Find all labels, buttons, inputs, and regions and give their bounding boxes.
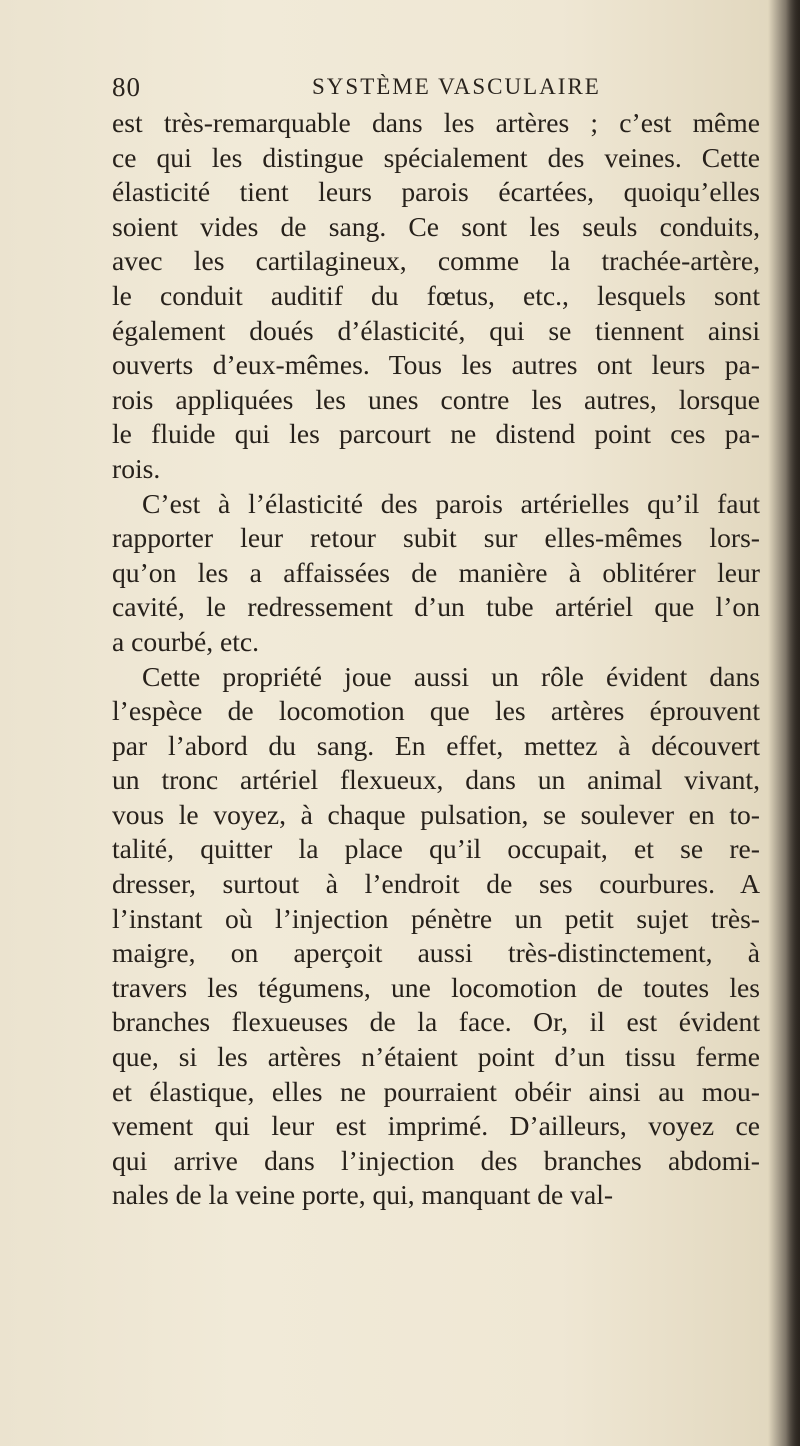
text-line: avec les cartilagineux, comme la trachée-artère, [112,245,760,277]
text-line: un tronc artériel flexueux, dans un animal vivant, [112,764,760,796]
text-line: dresser, surtout à l’endroit de ses courbures. A [112,868,760,900]
text-line: le conduit auditif du fœtus, etc., lesquels sont [112,279,760,311]
paragraph [112,660,760,1214]
text-line: par l’abord du sang. En effet, mettez à découvert [112,729,760,761]
text-line: et élastique, elles ne pourraient obéir ainsi au mou- [112,1075,760,1107]
text-line: a courbé, etc. [112,625,260,657]
text-line: ce qui les distingue spécialement des veines. Cette [112,141,760,173]
text-line: également doués d’élasticité, qui se tiennent ainsi [112,314,760,346]
text-line: l’espèce de locomotion que les artères éprouvent [112,695,760,727]
text-line: talité, quitter la place qu’il occupait, et se re- [112,833,760,865]
text-line: vement qui leur est imprimé. D’ailleurs, voyez ce [112,1110,760,1142]
text-line: l’instant où l’injection pénètre un petit sujet très- [112,902,760,934]
page-number: 80 [112,72,141,102]
text-line: rois. [112,452,161,484]
text-line: Cette propriété joue aussi un rôle évident dans [142,660,760,692]
text-line: qui arrive dans l’injection des branches abdomi- [112,1144,760,1176]
page-edge-shadow [786,0,800,1446]
text-line: soient vides de sang. Ce sont les seuls conduits, [112,210,760,242]
text-line: travers les tégumens, une locomotion de toutes les [112,971,760,1003]
text-line: qu’on les a affaissées de manière à oblitérer leur [112,556,760,588]
text-line: C’est à l’élasticité des parois artérielles qu’il faut [142,487,760,519]
running-title: SYSTÈME VASCULAIRE [312,74,601,99]
text-line: rois appliquées les unes contre les autres, lorsque [112,383,760,415]
text-line: vous le voyez, à chaque pulsation, se soulever en to- [112,798,760,830]
text-line: élasticité tient leurs parois écartées, quoiqu’elles [112,176,760,208]
text-line: que, si les artères n’étaient point d’un tissu ferme [112,1041,760,1073]
body-text [112,106,760,1213]
text-line: branches flexueuses de la face. Or, il est évident [112,1006,760,1038]
text-line: nales de la veine porte, qui, manquant de val- [112,1179,614,1211]
text-line: ouverts d’eux-mêmes. Tous les autres ont leurs pa- [112,349,760,381]
paragraph [112,487,760,660]
text-line: est très-remarquable dans les artères ; c’est même [112,107,760,138]
text-line: rapporter leur retour subit sur elles-mêmes lors- [112,522,760,554]
running-head [112,72,752,106]
paragraph [112,106,760,487]
text-line: cavité, le redressement d’un tube artériel que l’on [112,591,760,623]
text-line: le fluide qui les parcourt ne distend point ces pa- [112,418,760,450]
text-line: maigre, on aperçoit aussi très-distinctement, à [112,937,760,969]
